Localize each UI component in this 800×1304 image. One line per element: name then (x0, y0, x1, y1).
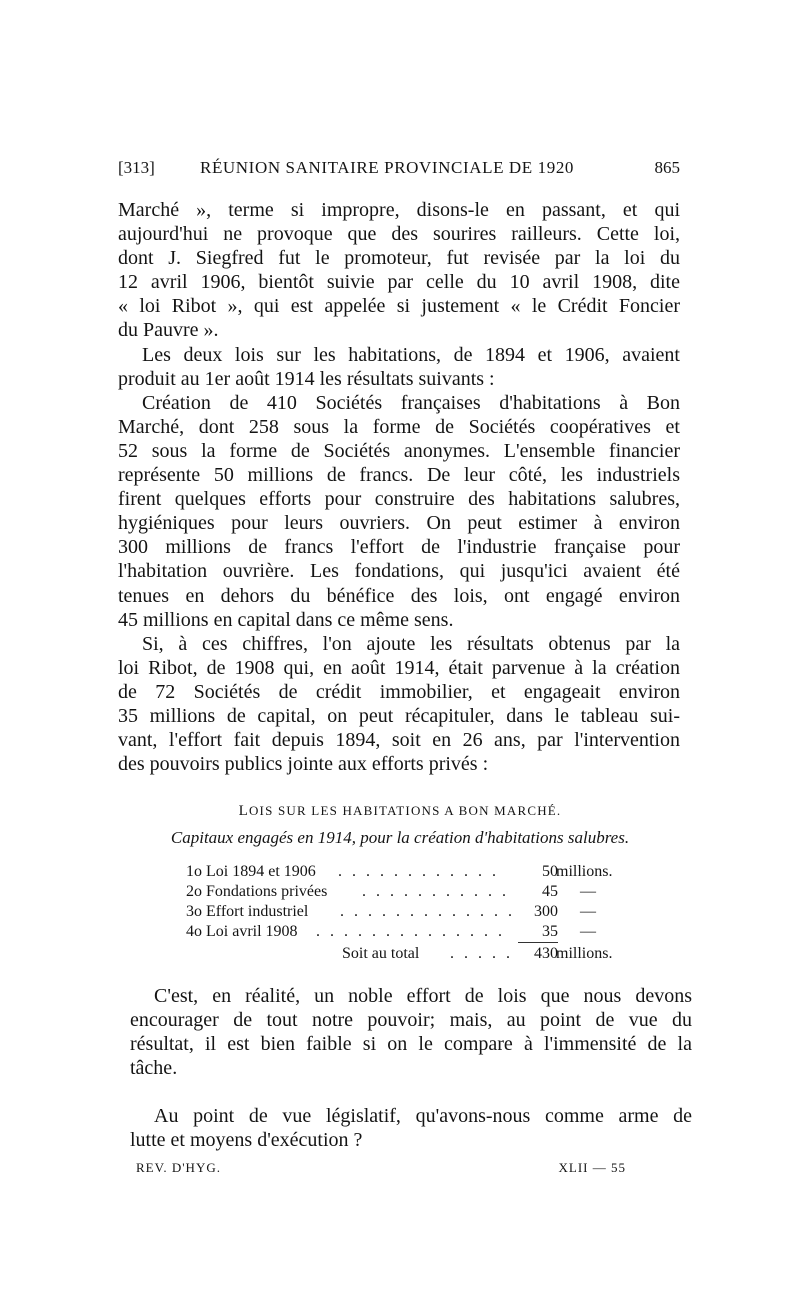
table-row (186, 922, 628, 942)
row-amount: 35 (542, 923, 558, 940)
text-line: firent quelques efforts pour construire des habitations salubres, (118, 488, 680, 511)
table-subtitle: Capitaux engagés en 1914, pour la création d'habitations salubres. (170, 828, 630, 847)
table-row (186, 862, 628, 882)
row-unit: — (580, 903, 596, 920)
text-line: Création de 410 Sociétés françaises d'habitations à Bon (142, 391, 680, 414)
text-line: l'habitation ouvrière. Les fondations, qui jusqu'ici avaient été (118, 560, 680, 583)
text-line: C'est, en réalité, un noble effort de lois que nous devons (154, 985, 692, 1007)
table-title-initial: L (238, 803, 249, 819)
row-amount: 300 (534, 903, 558, 920)
sum-rule (518, 942, 558, 943)
text-line: résultat, il est bien faible si on le compare à l'immensité de la (130, 1033, 692, 1056)
text-line: des pouvoirs publics jointe aux efforts privés : (118, 753, 489, 776)
table-rows (186, 862, 628, 942)
page-reference: [313] (118, 158, 155, 177)
text-line: 300 millions de francs l'effort de l'industrie française pour (118, 536, 680, 559)
total-amount: 430 (534, 945, 558, 962)
text-line: Au point de vue législatif, qu'avons-nous comme arme de (154, 1105, 692, 1127)
page-footer (136, 1160, 626, 1180)
row-label: 4o Loi avril 1908 (186, 923, 298, 940)
text-line: hygiéniques pour leurs ouvriers. On peut estimer à environ (118, 512, 680, 535)
row-unit: millions. (556, 863, 613, 880)
text-line: Les deux lois sur les habitations, de 1894 et 1906, avaient (142, 343, 680, 366)
journal-signature: REV. D'HYG. (136, 1160, 221, 1175)
row-amount: 50 (542, 863, 558, 880)
row-leader: . . . . . . . . . . . . (338, 863, 499, 880)
table-row (186, 882, 628, 902)
text-line: dont J. Siegfred fut le promoteur, fut revisée par la loi du (118, 247, 680, 270)
running-title: RÉUNION SANITAIRE PROVINCIALE DE 1920 (200, 158, 575, 177)
text-line: Marché », terme si impropre, disons-le en passant, et qui (118, 199, 680, 221)
row-label: 1o Loi 1894 et 1906 (186, 863, 316, 880)
text-line: produit au 1er août 1914 les résultats suivants : (118, 367, 495, 390)
page-number: 865 (654, 158, 680, 177)
text-line: Marché, dont 258 sous la forme de Sociétés coopératives et (118, 415, 680, 438)
text-line: tâche. (130, 1057, 178, 1080)
running-header (118, 158, 680, 182)
text-line: tenues en dehors du bénéfice des lois, ont engagé environ (118, 584, 680, 607)
text-line: aujourd'hui ne provoque que des sourires railleurs. Cette loi, (118, 223, 680, 246)
closing-paragraph (130, 984, 692, 1080)
text-line: 12 avril 1906, bientôt suivie par celle du 10 avril 1908, dite (118, 271, 680, 294)
table-title-rest: OIS SUR LES HABITATIONS A BON MARCHÉ. (248, 803, 562, 818)
row-unit: — (580, 923, 596, 940)
text-line: du Pauvre ». (118, 319, 219, 342)
text-line: « loi Ribot », qui est appelée si justement « le Crédit Foncier (118, 295, 680, 318)
total-leader: . . . . . (450, 945, 513, 962)
table-row (186, 902, 628, 922)
body-text (118, 198, 680, 776)
row-leader: . . . . . . . . . . . . . (340, 903, 515, 920)
volume-signature: XLII — 55 (558, 1160, 626, 1175)
text-line: 45 millions en capital dans ce même sens. (118, 608, 454, 631)
row-leader: . . . . . . . . . . . . . . (316, 923, 505, 940)
text-line: de 72 Sociétés de crédit immobilier, et engageait environ (118, 680, 680, 703)
row-label: 3o Effort industriel (186, 903, 309, 920)
text-line: 52 sous la forme de Sociétés anonymes. L'ensemble financier (118, 439, 680, 462)
total-label: Soit au total (342, 945, 420, 962)
total-unit: millions. (556, 945, 613, 962)
final-paragraph (130, 1104, 692, 1152)
row-label: 2o Fondations privées (186, 883, 328, 900)
text-line: encourager de tout notre pouvoir; mais, au point de vue du (130, 1009, 692, 1032)
text-line: 35 millions de capital, on peut récapituler, dans le tableau sui- (118, 704, 680, 727)
text-line: représente 50 millions de francs. De leur côté, les industriels (118, 464, 680, 487)
row-leader: . . . . . . . . . . . (362, 883, 509, 900)
table-total (186, 944, 628, 964)
table-title (0, 803, 800, 820)
text-line: Si, à ces chiffres, l'on ajoute les résultats obtenus par la (142, 632, 680, 655)
text-line: loi Ribot, de 1908 qui, en août 1914, était parvenue à la création (118, 656, 680, 679)
text-line: lutte et moyens d'exécution ? (130, 1129, 363, 1152)
text-line: vant, l'effort fait depuis 1894, soit en 26 ans, par l'intervention (118, 729, 680, 752)
row-unit: — (580, 883, 596, 900)
row-amount: 45 (542, 883, 558, 900)
